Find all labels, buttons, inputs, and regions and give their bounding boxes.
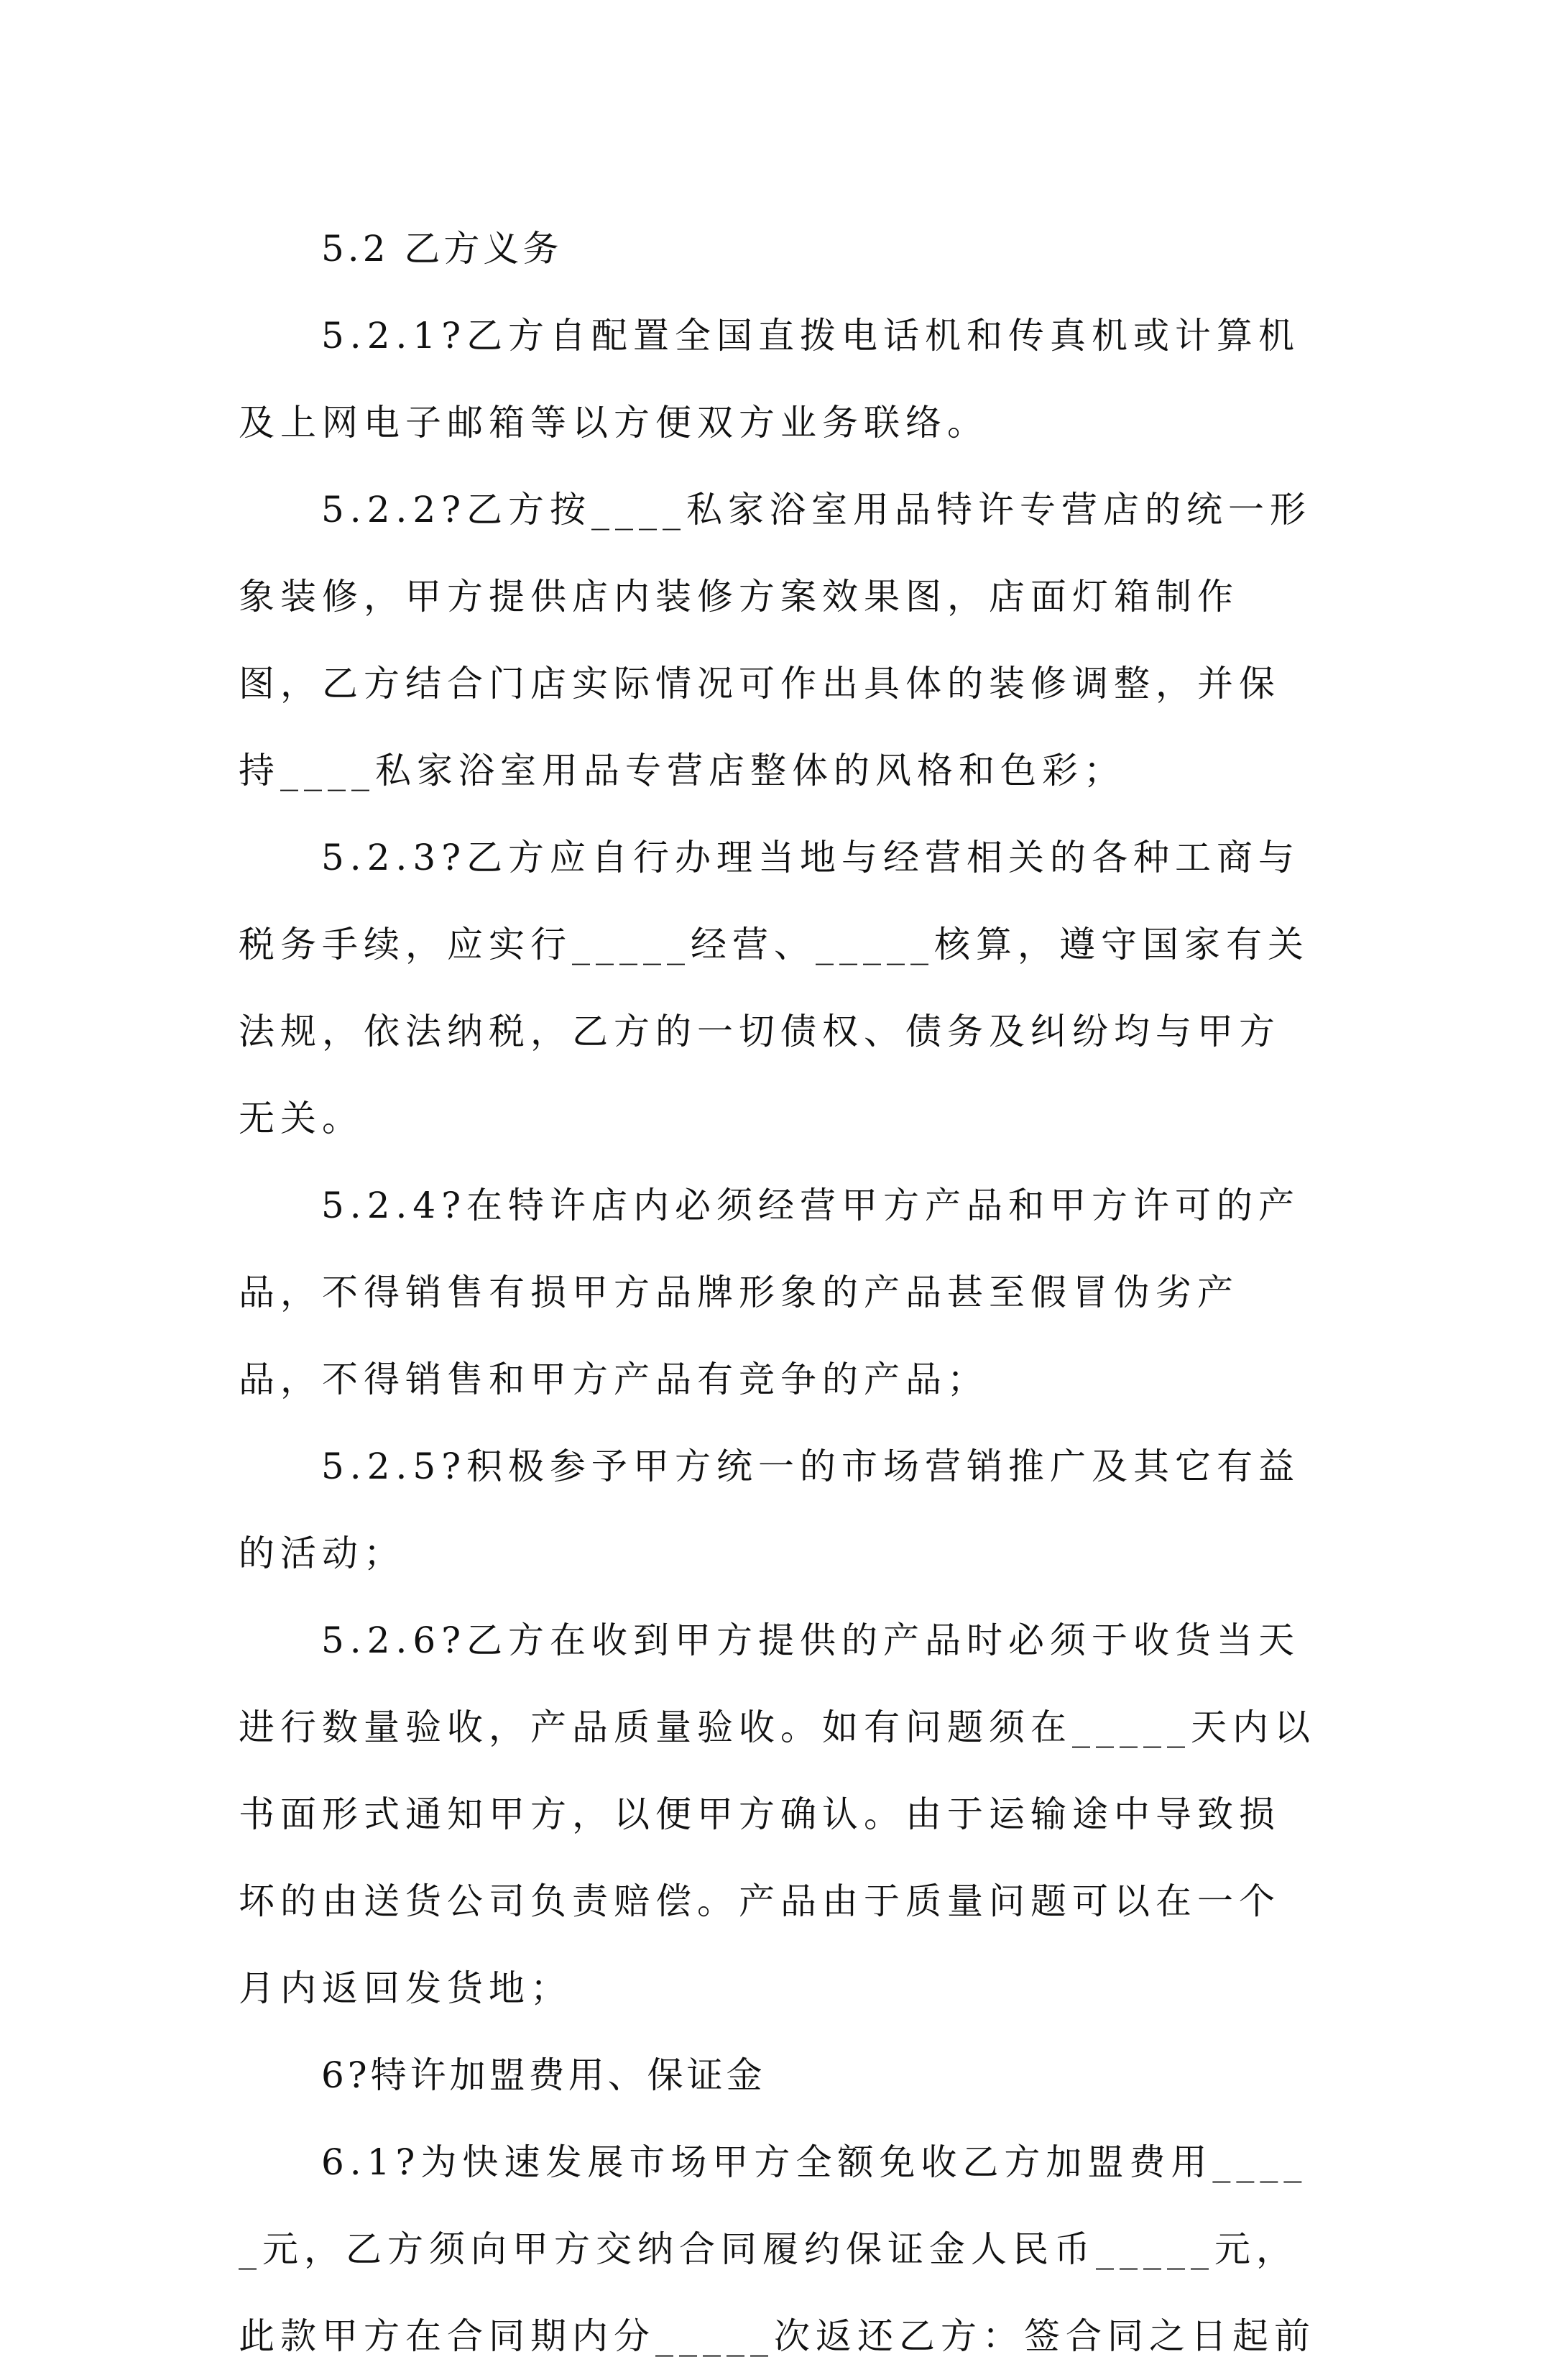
clause-5-2-1: 5.2.1?乙方自配置全国直拨电话机和传真机或计算机及上网电子邮箱等以方便双方业务联络。 (239, 315, 1301, 444)
section-heading-6: 6?特许加盟费用、保证金 (321, 2054, 766, 2096)
clause-6-1: 6.1?为快速发展市场甲方全额免收乙方加盟费用_____元，乙方须向甲方交纳合同履约保证金人民币_____元，此款甲方在合同期内分_____次返还乙方：签合同之日起前 (239, 2141, 1316, 2357)
clause-5-2-4: 5.2.4?在特许店内必须经营甲方产品和甲方许可的产品，不得销售有损甲方品牌形象的产品甚至假冒伪劣产品，不得销售和甲方产品有竞争的产品； (239, 1185, 1301, 1400)
clause-5-2-2: 5.2.2?乙方按____私家浴室用品特许专营店的统一形象装修，甲方提供店内装修方案效果图，店面灯箱制作图，乙方结合门店实际情况可作出具体的装修调整，并保持____私家浴室用品专营店整体的风格和色彩； (239, 489, 1312, 791)
clause-5-2-3: 5.2.3?乙方应自行办理当地与经营相关的各种工商与税务手续，应实行_____经营、_____核算，遵守国家有关法规，依法纳税，乙方的一切债权、债务及纠纷均与甲方无关。 (239, 837, 1309, 1139)
section-heading-5-2: 5.2 乙方义务 (321, 228, 563, 270)
clause-5-2-5: 5.2.5?积极参予甲方统一的市场营销推广及其它有益的活动； (239, 1446, 1301, 1574)
clause-5-2-6: 5.2.6?乙方在收到甲方提供的产品时必须于收货当天进行数量验收，产品质量验收。如有问题须在_____天内以书面形式通知甲方，以便甲方确认。由于运输途中导致损坏的由送货公司负责赔偿。产品由于质量问题可以在一个月内返回发货地； (239, 1619, 1316, 2009)
document-body (239, 206, 1316, 2380)
